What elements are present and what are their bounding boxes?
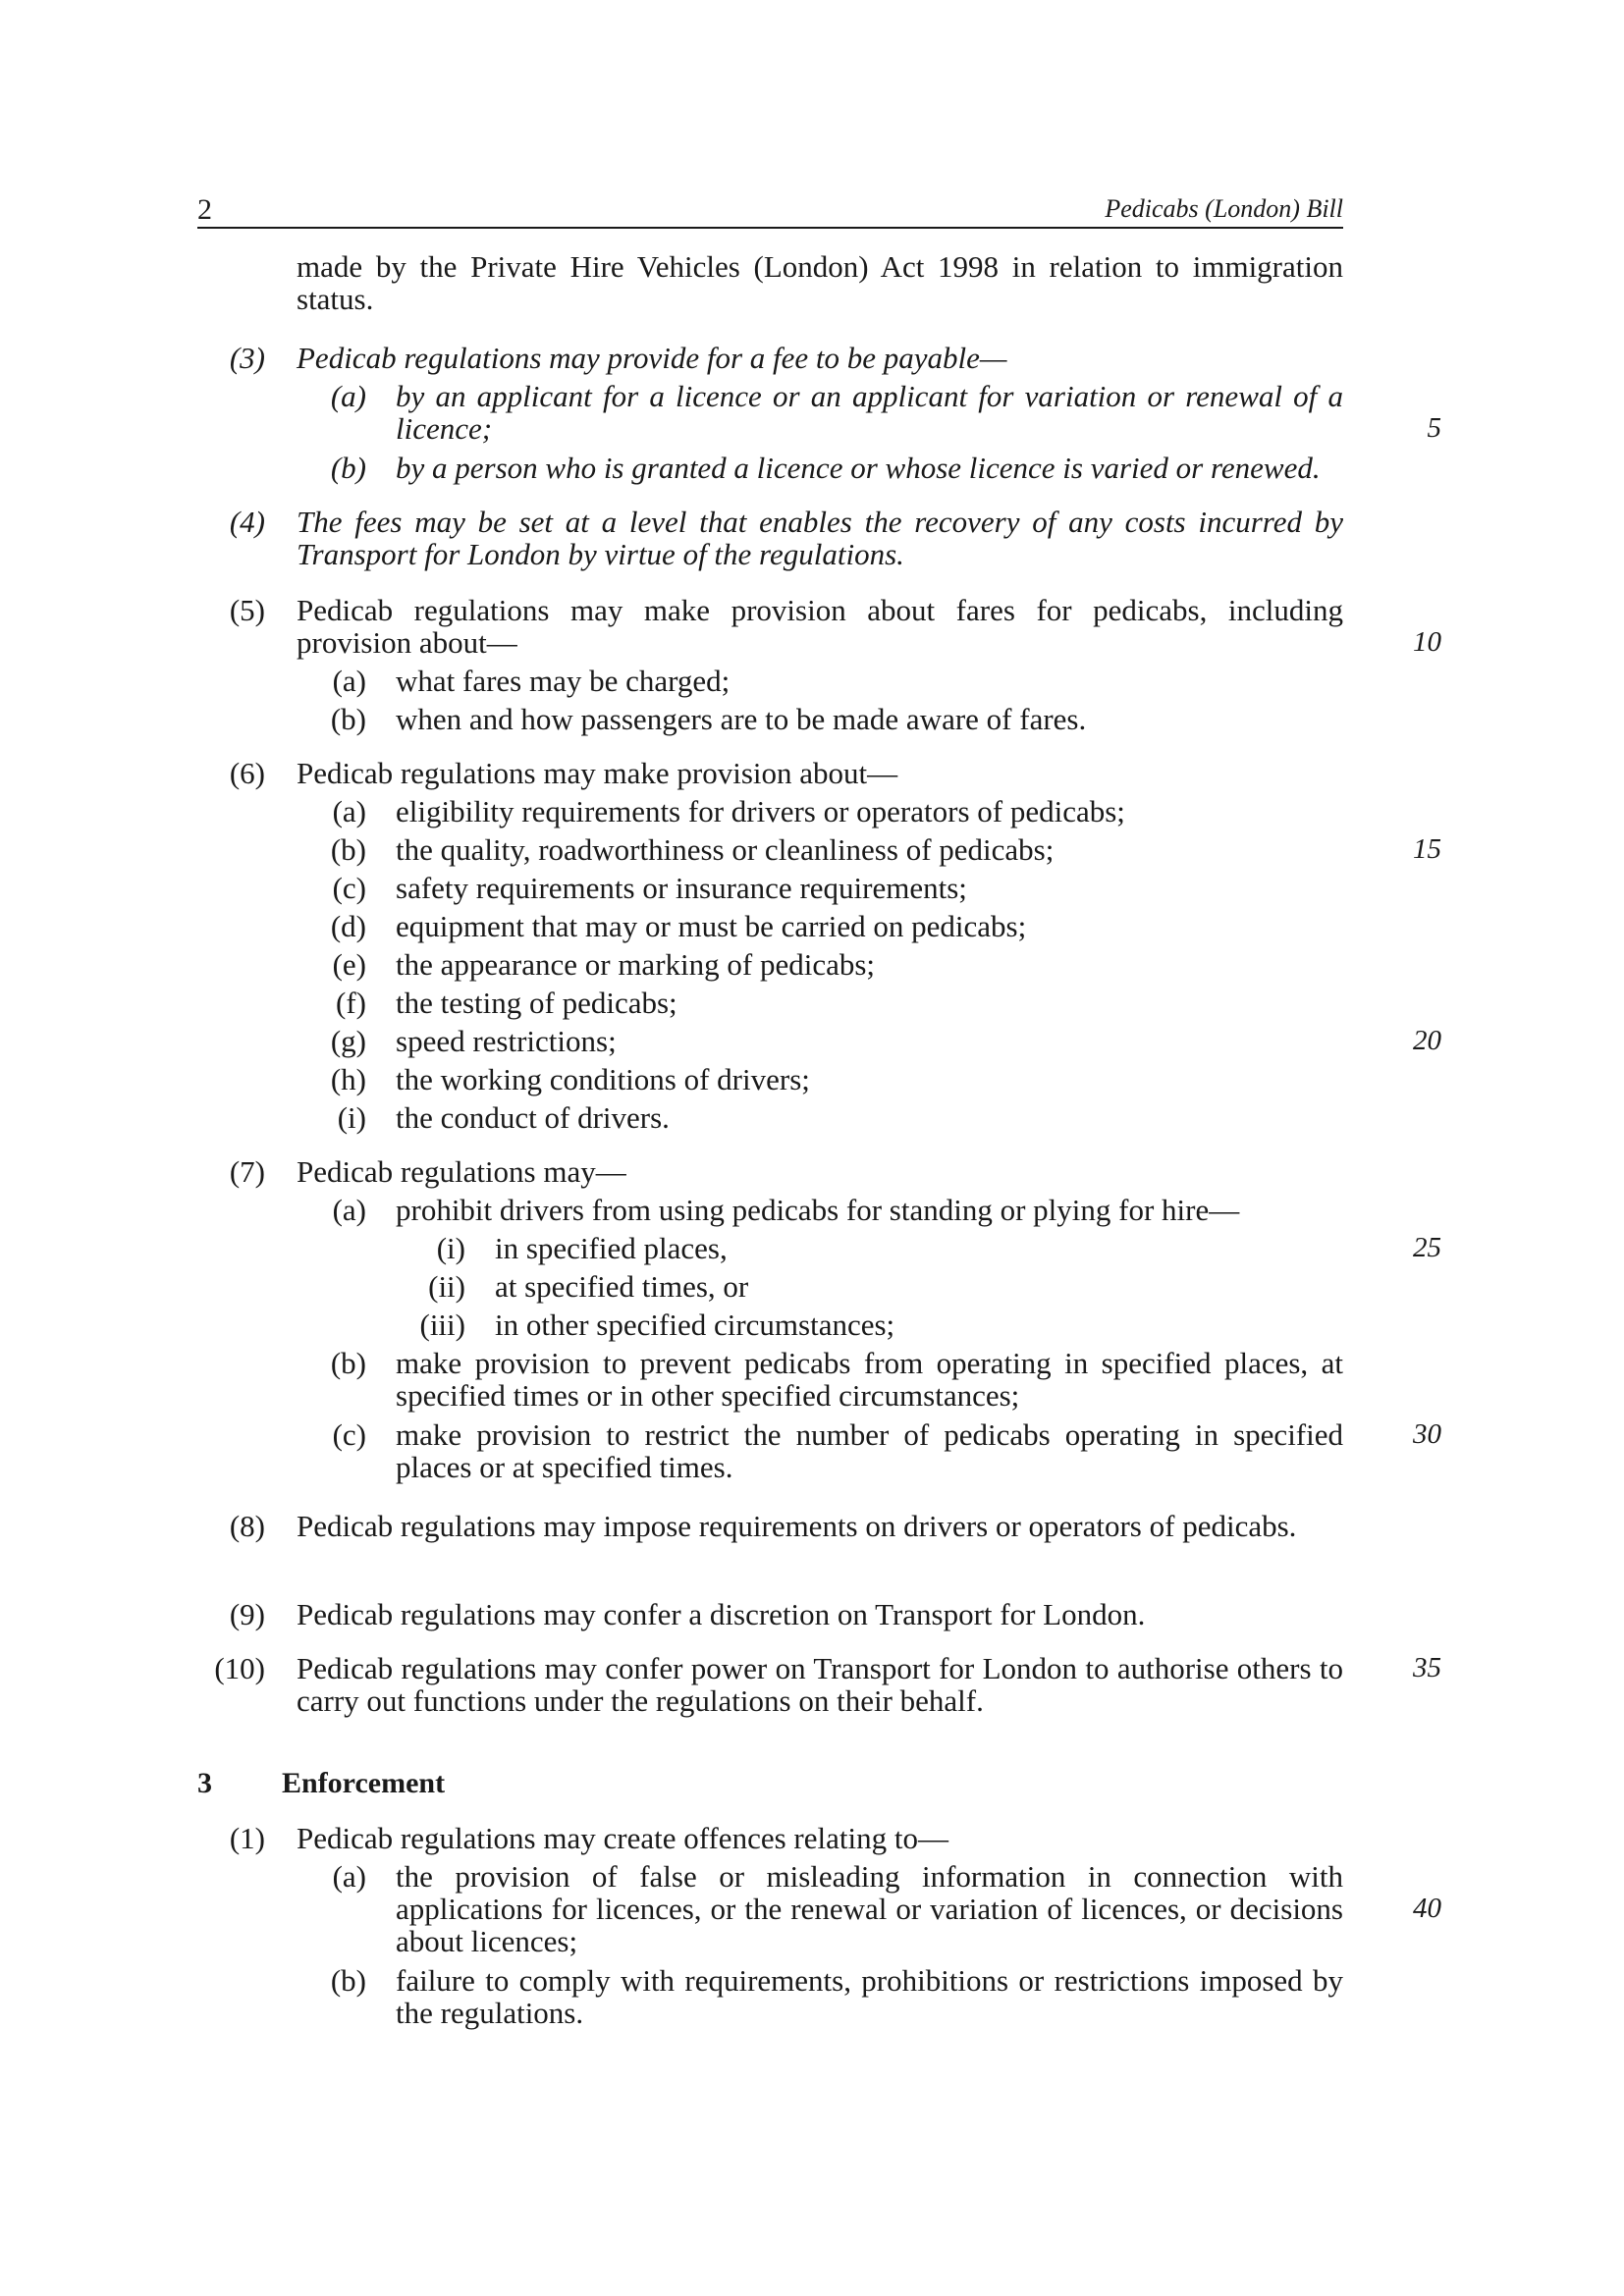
- line-number: 25: [1413, 1232, 1441, 1263]
- subsection-text: Pedicab regulations may make provision about—: [297, 756, 898, 790]
- paragraph-label: (b): [330, 1963, 366, 1998]
- subparagraph-label: (iii): [419, 1308, 465, 1342]
- section-number: 3: [197, 1767, 212, 1799]
- subsection-label: (9): [229, 1597, 265, 1631]
- subsection-text: Pedicab regulations may make provision about fares for pedicabs, including provision about—: [297, 593, 1343, 660]
- subsection-label: (1): [229, 1821, 265, 1855]
- paragraph-label: (b): [330, 702, 366, 736]
- paragraph-label: (i): [337, 1100, 366, 1135]
- subsection-label: (8): [229, 1509, 265, 1543]
- paragraph-label: (a): [332, 1193, 366, 1227]
- subsection-text: Pedicab regulations may impose requirements on drivers or operators of pedicabs.: [297, 1509, 1297, 1543]
- subsection-text: Pedicab regulations may provide for a fee to be payable—: [297, 341, 1007, 375]
- paragraph-label: (b): [330, 451, 366, 485]
- paragraph-label: (b): [330, 1346, 366, 1380]
- paragraph-text: when and how passengers are to be made aware of fares.: [396, 702, 1087, 736]
- paragraph-text: eligibility requirements for drivers or operators of pedicabs;: [396, 794, 1125, 828]
- subsection-text: Pedicab regulations may confer a discretion on Transport for London.: [297, 1597, 1146, 1631]
- paragraph-text: make provision to prevent pedicabs from operating in specified places, at specified times or in other specified circumstances;: [396, 1346, 1343, 1413]
- paragraph-text: the provision of false or misleading information in connection with applications for licences, or the renewal or variation of licences, or decisions about licences;: [396, 1859, 1343, 1958]
- subsection-label: (4): [229, 505, 265, 539]
- continuation-text: made by the Private Hire Vehicles (London) Act 1998 in relation to immigration status.: [297, 249, 1343, 316]
- header-rule: [197, 227, 1343, 229]
- paragraph-text: the conduct of drivers.: [396, 1100, 670, 1135]
- paragraph-label: (a): [332, 794, 366, 828]
- paragraph-text: the quality, roadworthiness or cleanliness of pedicabs;: [396, 832, 1055, 867]
- subparagraph-label: (ii): [428, 1269, 465, 1304]
- paragraph-text: equipment that may or must be carried on pedicabs;: [396, 909, 1027, 943]
- paragraph-label: (c): [332, 1417, 366, 1452]
- subsection-label: (10): [214, 1651, 265, 1685]
- line-number: 20: [1413, 1025, 1441, 1056]
- line-number: 40: [1413, 1893, 1441, 1924]
- subsection-text: The fees may be set at a level that enables the recovery of any costs incurred by Transport for London by virtue of the regulations.: [297, 505, 1343, 571]
- paragraph-label: (d): [330, 909, 366, 943]
- paragraph-label: (a): [332, 1859, 366, 1894]
- section-heading: Enforcement: [282, 1767, 446, 1799]
- paragraph-text: the working conditions of drivers;: [396, 1062, 810, 1096]
- running-title: Pedicabs (London) Bill: [1105, 194, 1343, 223]
- paragraph-text: by an applicant for a licence or an applicant for variation or renewal of a licence;: [396, 379, 1343, 446]
- subsection-text: Pedicab regulations may confer power on Transport for London to authorise others to carry out functions under the regulations on their behalf.: [297, 1651, 1343, 1718]
- subparagraph-text: at specified times, or: [495, 1269, 749, 1304]
- subparagraph-label: (i): [436, 1231, 465, 1265]
- subsection-text: Pedicab regulations may—: [297, 1154, 626, 1189]
- paragraph-text: what fares may be charged;: [396, 664, 731, 698]
- subparagraph-text: in other specified circumstances;: [495, 1308, 895, 1342]
- paragraph-text: failure to comply with requirements, prohibitions or restrictions imposed by the regulations.: [396, 1963, 1343, 2030]
- paragraph-text: by a person who is granted a licence or whose licence is varied or renewed.: [396, 451, 1321, 485]
- paragraph-label: (c): [332, 871, 366, 905]
- line-number: 30: [1413, 1418, 1441, 1450]
- line-number: 15: [1413, 833, 1441, 865]
- paragraph-label: (a): [332, 664, 366, 698]
- line-number: 5: [1427, 412, 1441, 444]
- paragraph-label: (f): [336, 986, 366, 1020]
- subparagraph-text: in specified places,: [495, 1231, 728, 1265]
- paragraph-text: safety requirements or insurance requirements;: [396, 871, 967, 905]
- paragraph-text: the testing of pedicabs;: [396, 986, 677, 1020]
- line-number: 35: [1413, 1652, 1441, 1683]
- page-number: 2: [197, 193, 212, 226]
- line-number: 10: [1413, 626, 1441, 658]
- paragraph-label: (g): [330, 1024, 366, 1058]
- paragraph-text: the appearance or marking of pedicabs;: [396, 947, 876, 982]
- subsection-label: (3): [229, 341, 265, 375]
- paragraph-label: (e): [332, 947, 366, 982]
- paragraph-label: (b): [330, 832, 366, 867]
- subsection-label: (7): [229, 1154, 265, 1189]
- paragraph-label: (a): [330, 379, 366, 413]
- paragraph-label: (h): [330, 1062, 366, 1096]
- paragraph-text: prohibit drivers from using pedicabs for standing or plying for hire—: [396, 1193, 1240, 1227]
- subsection-label: (5): [229, 593, 265, 627]
- subsection-text: Pedicab regulations may create offences relating to—: [297, 1821, 948, 1855]
- paragraph-text: speed restrictions;: [396, 1024, 617, 1058]
- subsection-label: (6): [229, 756, 265, 790]
- paragraph-text: make provision to restrict the number of pedicabs operating in specified places or at specified times.: [396, 1417, 1343, 1484]
